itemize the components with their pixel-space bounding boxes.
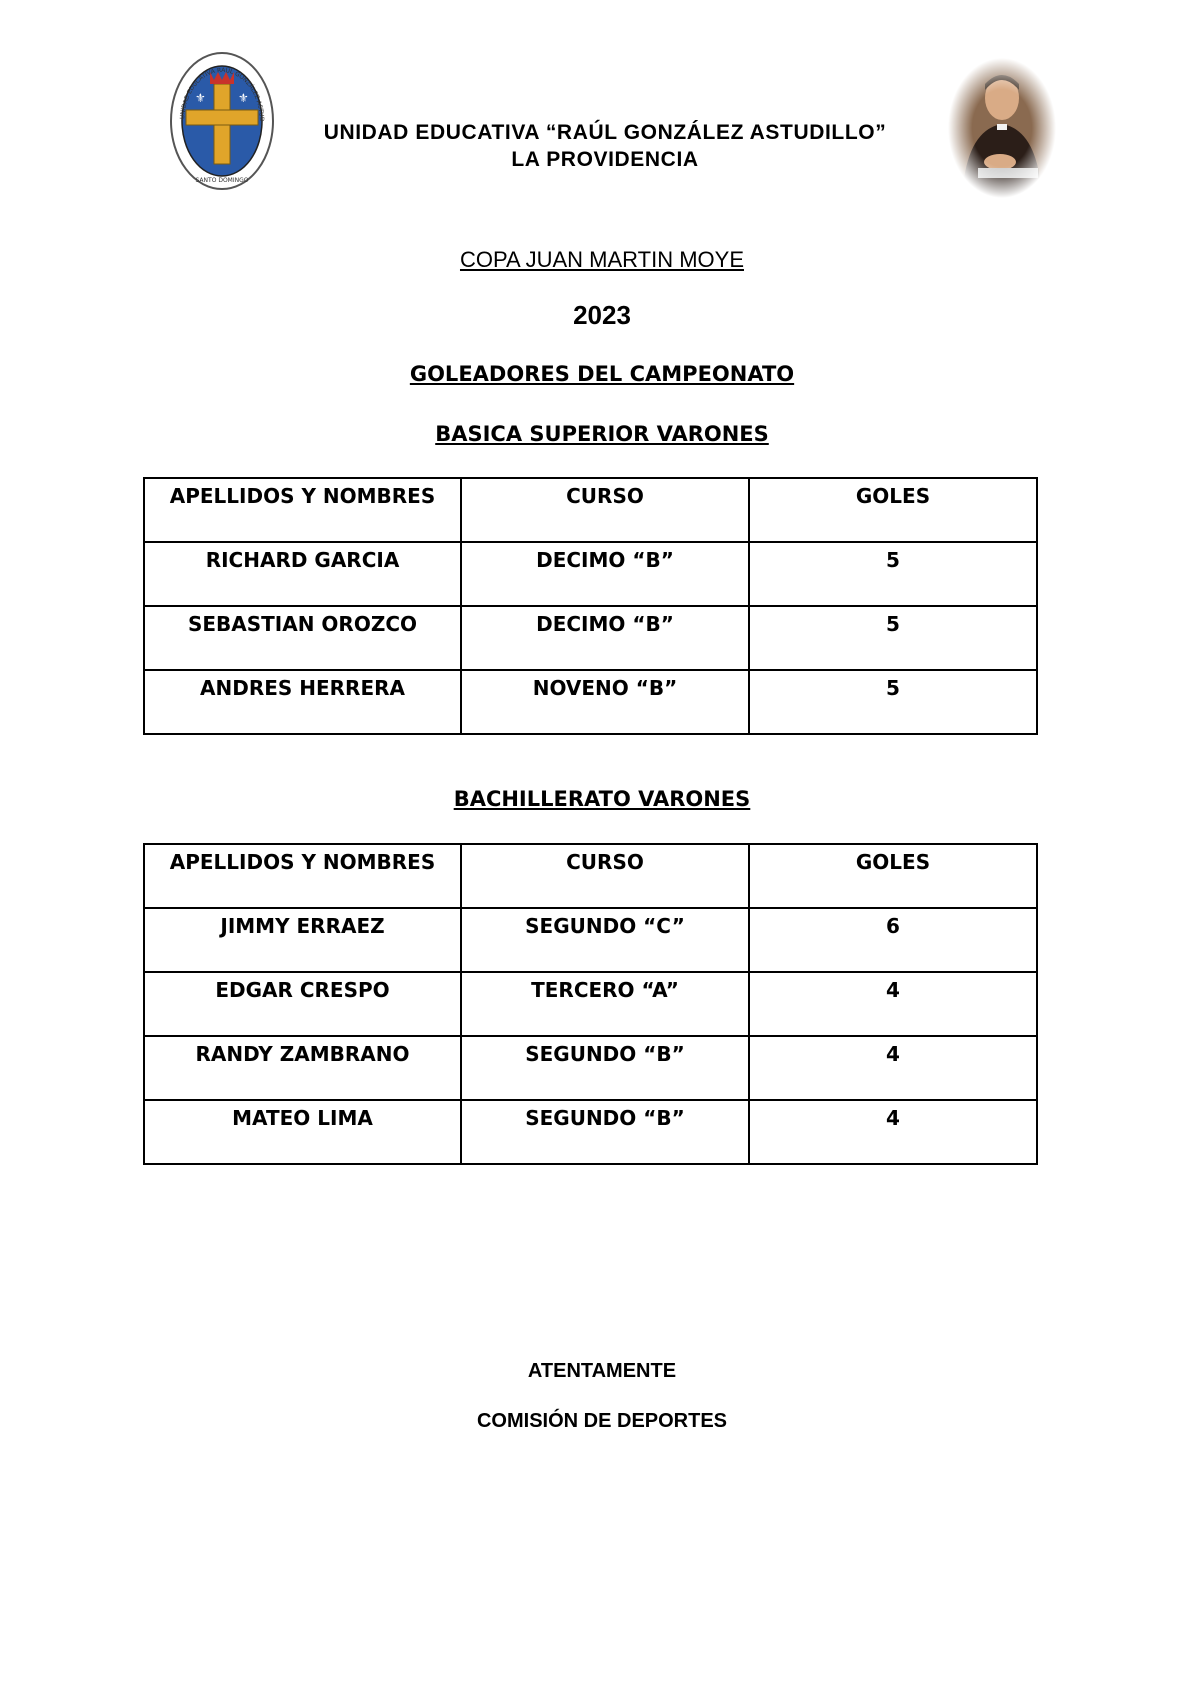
goals-cell: 4 — [749, 1100, 1037, 1164]
section-title-basica: BASICA SUPERIOR VARONES — [435, 422, 769, 446]
scorers-table-bachillerato — [143, 843, 1038, 1165]
school-location: LA PROVIDENCIA — [511, 148, 699, 171]
column-header: GOLES — [749, 478, 1037, 542]
table-row — [144, 972, 1037, 1036]
goals-cell: 4 — [749, 972, 1037, 1036]
table-header-row — [144, 478, 1037, 542]
school-seal-logo — [168, 50, 276, 192]
closing-signature: COMISIÓN DE DEPORTES — [476, 1410, 728, 1432]
document-heading: GOLEADORES DEL CAMPEONATO — [409, 362, 795, 386]
seal-bottom-text: SANTO DOMINGO — [195, 177, 249, 184]
table-row — [144, 606, 1037, 670]
portrait-image — [948, 58, 1056, 198]
school-name: UNIDAD EDUCATIVA “RAÚL GONZÁLEZ ASTUDILLO” — [323, 121, 887, 144]
course-cell: NOVENO “B” — [461, 670, 749, 734]
course-cell: SEGUNDO “C” — [461, 908, 749, 972]
seal-ring-text: UNIDAD EDUCATIVA RAÚL GONZÁLEZ ASTUD — [179, 66, 266, 122]
table-header-row — [144, 844, 1037, 908]
goals-cell: 6 — [749, 908, 1037, 972]
goals-cell: 5 — [749, 606, 1037, 670]
scorers-table-basica — [143, 477, 1038, 735]
tournament-title: COPA JUAN MARTIN MOYE — [459, 247, 744, 272]
course-cell: SEGUNDO “B” — [461, 1100, 749, 1164]
column-header: CURSO — [461, 844, 749, 908]
table-row — [144, 908, 1037, 972]
player-name-cell: MATEO LIMA — [144, 1100, 461, 1164]
column-header: APELLIDOS Y NOMBRES — [144, 844, 461, 908]
player-name-cell: JIMMY ERRAEZ — [144, 908, 461, 972]
player-name-cell: RANDY ZAMBRANO — [144, 1036, 461, 1100]
player-name-cell: RICHARD GARCIA — [144, 542, 461, 606]
column-header: APELLIDOS Y NOMBRES — [144, 478, 461, 542]
svg-text:⚜: ⚜ — [195, 91, 206, 105]
goals-cell: 5 — [749, 670, 1037, 734]
course-cell: DECIMO “B” — [461, 542, 749, 606]
tournament-year: 2023 — [573, 300, 631, 330]
goals-cell: 5 — [749, 542, 1037, 606]
table-row — [144, 1100, 1037, 1164]
svg-text:⚜: ⚜ — [238, 91, 249, 105]
course-cell: TERCERO “A” — [461, 972, 749, 1036]
goals-cell: 4 — [749, 1036, 1037, 1100]
closing-salutation: ATENTAMENTE — [527, 1360, 677, 1382]
section-title-bachillerato: BACHILLERATO VARONES — [453, 787, 751, 811]
table-row — [144, 670, 1037, 734]
column-header: CURSO — [461, 478, 749, 542]
table-row — [144, 1036, 1037, 1100]
player-name-cell: SEBASTIAN OROZCO — [144, 606, 461, 670]
player-name-cell: EDGAR CRESPO — [144, 972, 461, 1036]
table-row — [144, 542, 1037, 606]
player-name-cell: ANDRES HERRERA — [144, 670, 461, 734]
course-cell: DECIMO “B” — [461, 606, 749, 670]
course-cell: SEGUNDO “B” — [461, 1036, 749, 1100]
column-header: GOLES — [749, 844, 1037, 908]
